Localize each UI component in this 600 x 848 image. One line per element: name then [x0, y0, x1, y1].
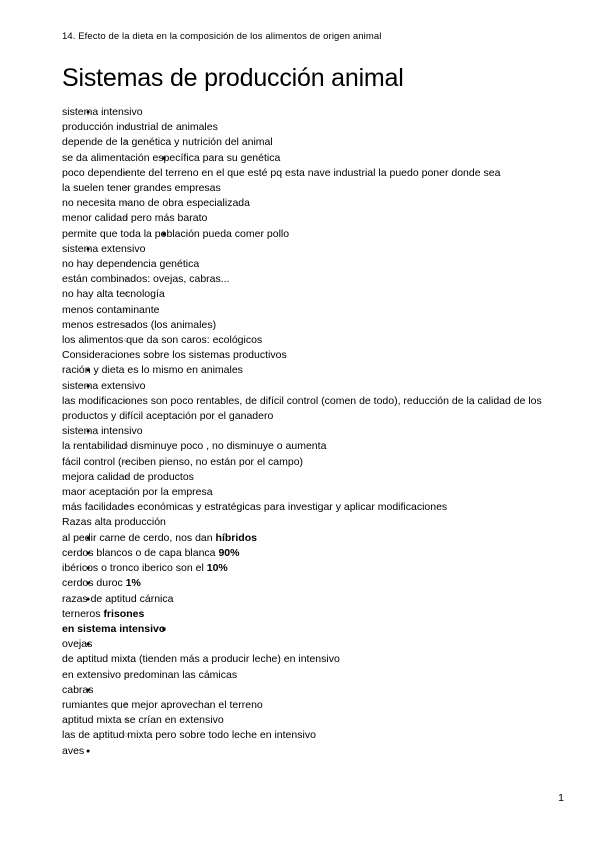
outline-item-label: ○ de aptitud mixta (tienden más a producir leche) en intensivo: [62, 652, 560, 667]
outline-item-label: ● sistema intensivo: [62, 105, 560, 120]
outline-item-label: ○ en extensivo predominan las cámicas: [62, 668, 560, 683]
outline-item-l2: [62, 713, 560, 728]
outline-item-label: ○ la suelen tener grandes empresas: [62, 181, 560, 196]
outline-item-l2: [62, 120, 560, 135]
page-number: 1: [558, 792, 564, 804]
outline-item-label: ○ terneros frisones: [62, 607, 560, 622]
outline-item-l2: [62, 652, 560, 667]
outline-item-l1: [62, 379, 560, 394]
outline-item-emphasis: 1%: [125, 577, 141, 590]
paragraph-line: [62, 348, 560, 363]
outline-item-l2: [62, 333, 560, 348]
outline-item-l2: [62, 135, 560, 150]
outline-item-label: ○ maor aceptación por la empresa: [62, 485, 560, 500]
document-header: 14. Efecto de la dieta en la composición de los alimentos de origen animal: [62, 31, 382, 42]
outline-item-l1: [62, 637, 560, 652]
outline-item-l2: [62, 287, 560, 302]
outline-item-label: ○ las de aptitud mixta pero sobre todo leche en intensivo: [62, 728, 560, 743]
outline-item-l1: [62, 592, 560, 607]
outline-item-l2: [62, 303, 560, 318]
outline-item-l2: [62, 728, 560, 743]
outline-item-label: [62, 622, 560, 637]
outline-item-label: ● ovejas: [62, 637, 560, 652]
outline-item-l2: [62, 394, 560, 424]
outline-item-label: ● cabras: [62, 683, 560, 698]
outline-item-label: ○ la rentabilidad disminuye poco , no disminuye o aumenta: [62, 439, 560, 454]
outline-item-l1: [62, 683, 560, 698]
page-title: Sistemas de producción animal: [62, 64, 404, 92]
outline-item-emphasis: frisones: [103, 607, 145, 620]
outline-item-l1: [62, 531, 560, 546]
outline-item-label: ■ permite que toda la población pueda comer pollo: [62, 227, 560, 242]
outline-item-label: ● sistema extensivo: [62, 379, 560, 394]
outline-item-l2: [62, 257, 560, 272]
outline-item-emphasis: en sistema intensivo: [62, 622, 166, 635]
outline-item-label: ● razas de aptitud cárnica: [62, 592, 560, 607]
outline-item-label: ■ se da alimentación específica para su genética: [62, 151, 560, 166]
outline-item-l1: [62, 242, 560, 257]
outline-item-l1: [62, 546, 560, 561]
outline-item-label: ○ menos estresados (los animales): [62, 318, 560, 333]
outline-item-l1: [62, 576, 560, 591]
outline-item-label: ● cerdos blancos o de capa blanca 90%: [62, 546, 560, 561]
outline-item-label: ○ aptitud mixta se crían en extensivo: [62, 713, 560, 728]
outline-item-label: ○ los alimentos que da son caros: ecológicos: [62, 333, 560, 348]
outline-item-label: ○ las modificaciones son poco rentables, de difícil control (comen de todo), reducción de la calidad de los productos y difícil aceptación por el ganadero: [62, 394, 560, 424]
outline-item-label: ○ rumiantes que mejor aprovechan el terreno: [62, 698, 560, 713]
outline-item-label: ○ están combinados: ovejas, cabras...: [62, 272, 560, 287]
outline-item-label: ○ producción industrial de animales: [62, 120, 560, 135]
outline-item-label: ○ más facilidades económicas y estratégicas para investigar y aplicar modificaciones: [62, 500, 560, 515]
outline-item-label: ● al pedir carne de cerdo, nos dan híbridos: [62, 531, 560, 546]
outline-item-l1: [62, 363, 560, 378]
outline-item-label: ○ poco dependiente del terreno en el que esté pq esta nave industrial la puedo poner donde sea: [62, 166, 560, 181]
outline-item-l2: [62, 439, 560, 454]
outline-item-l2: [62, 181, 560, 196]
outline-item-l2: [62, 318, 560, 333]
outline-item-l2: [62, 607, 560, 622]
outline-item-l3: [62, 151, 560, 166]
outline-item-label: ○ menos contaminante: [62, 303, 560, 318]
outline-item-l2: [62, 668, 560, 683]
outline-item-label: ● cerdos duroc 1%: [62, 576, 560, 591]
outline-item-label: ○ no necesita mano de obra especializada: [62, 196, 560, 211]
outline-item-l2: [62, 698, 560, 713]
outline-item-label: ● ración y dieta es lo mismo en animales: [62, 363, 560, 378]
outline-item-label: ○ menor calidad pero más barato: [62, 211, 560, 226]
outline-item-label: ○ no hay alta tecnología: [62, 287, 560, 302]
outline-item-l3: [62, 227, 560, 242]
outline-item-l1: [62, 424, 560, 439]
outline-list: [62, 105, 560, 759]
outline-item-label: ● aves: [62, 744, 560, 759]
outline-item-l2: [62, 272, 560, 287]
outline-item-l1: [62, 561, 560, 576]
outline-item-l2: [62, 166, 560, 181]
outline-item-label: ● ibéricos o tronco iberico son el 10%: [62, 561, 560, 576]
outline-item-l2: [62, 500, 560, 515]
paragraph-line: [62, 515, 560, 530]
outline-item-l2: [62, 485, 560, 500]
outline-item-emphasis: 90%: [218, 546, 240, 559]
outline-item-label: ○ fácil control (reciben pienso, no están por el campo): [62, 455, 560, 470]
outline-item-l2: [62, 196, 560, 211]
outline-item-label: ● sistema extensivo: [62, 242, 560, 257]
outline-item-l1: [62, 105, 560, 120]
outline-item-l2: [62, 470, 560, 485]
outline-item-emphasis: 10%: [206, 562, 228, 575]
outline-item-label: Consideraciones sobre los sistemas productivos: [62, 349, 287, 362]
outline-item-l3: [62, 622, 560, 637]
outline-item-label: ● sistema intensivo: [62, 424, 560, 439]
outline-item-label: ○ mejora calidad de productos: [62, 470, 560, 485]
outline-item-label: ○ no hay dependencia genética: [62, 257, 560, 272]
outline-item-l2: [62, 455, 560, 470]
outline-item-emphasis: híbridos: [215, 531, 257, 544]
outline-item-label: Razas alta producción: [62, 516, 166, 529]
outline-item-l1: [62, 744, 560, 759]
outline-item-label: ○ depende de la genética y nutrición del animal: [62, 135, 560, 150]
outline-item-l2: [62, 211, 560, 226]
